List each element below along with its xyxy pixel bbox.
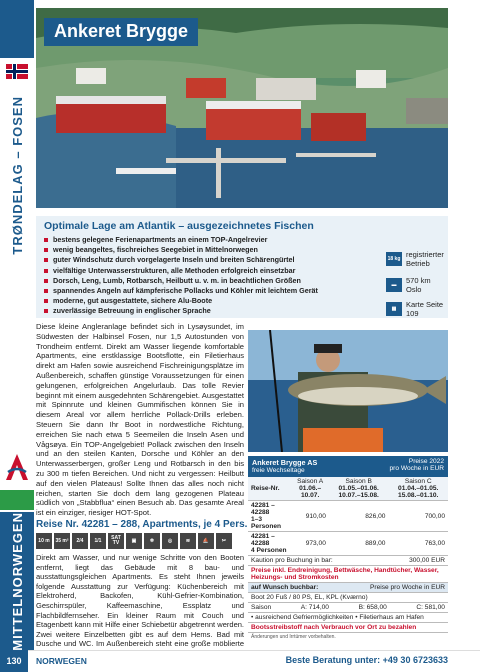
feature-item: spannendes Angeln auf kämpferische Pollacks und Köhler mit leichtem Gerät xyxy=(44,286,389,296)
feature-item: wenig beangeltes, fischreiches Seegebiet in Mittelnorwegen xyxy=(44,245,389,255)
deposit-row: Kaution pro Buchung in bar: 300,00 EUR xyxy=(248,556,448,566)
feature-item: moderne, gut ausgestattete, sichere Alu-Boote xyxy=(44,296,389,306)
extras-row: • ausreichend Gefriermöglichkeiten • Filetierhaus am Hafen xyxy=(248,613,448,623)
optional-header: auf Wunsch buchbar: Preise pro Woche in EUR xyxy=(248,583,448,593)
apartment-text: Direkt am Wasser, und nur wenige Schritte von den Booten entfernt, liegt das Gebäude mit 8 bau- und ausstattungsgleichen Apartments. Es steht Ihnen jeweils folgende Ausstattung zur Verfügung: Küchenbereich mit Elektroherd, Backofen, Kühl-Gefrier-Kombination, Geschirrspüler, Kaffeemaschine, Essplatz und Flachbildfernseher. Ein kleiner Raum mit Couch und Etagenbett kann mit Hilfe einer Schiebetür abgetrennt werden. Zwei weitere Einzelbetten gibt es auf dem Hems. Bad mit Dusche und WC. Im Außenbereich steht eine große möblierte xyxy=(36,553,244,649)
distance-info: ▬ 570 km Oslo xyxy=(386,276,448,294)
feature-item: Dorsch, Leng, Lumb, Rotbarsch, Heilbutt u. v. m. in beachtlichen Größen xyxy=(44,276,389,286)
boat-prices-row: Saison A: 714,00 B: 658,00 C: 581,00 xyxy=(248,603,448,613)
size-icon: 35 m² xyxy=(54,533,70,549)
scale-icon: 18 kg xyxy=(386,252,402,266)
price-header: Ankeret Brygge AS freie Wechseltage Preise 2022 pro Woche in EUR xyxy=(248,456,448,477)
features-list xyxy=(44,235,389,317)
inclusive-note: Preise inkl. Endreinigung, Bettwäsche, Handtücher, Wasser, Heizungs- und Stromkosten xyxy=(248,566,448,583)
page-title: Ankeret Brygge xyxy=(44,18,198,46)
features-title: Optimale Lage am Atlantik – ausgezeichnetes Fischen xyxy=(44,220,314,232)
bath-icon: 1/1 xyxy=(90,533,106,549)
wifi-icon: ≋ xyxy=(180,533,196,549)
sidebar-green-bar xyxy=(0,490,34,510)
feature-item: guter Windschutz durch vorgelagerte Inseln und breiten Schärengürtel xyxy=(44,255,389,265)
norway-flag-icon xyxy=(6,64,28,79)
table-row: 42281 – 42288 4 Personen 973,00 889,00 763,00 xyxy=(248,532,448,556)
registered-info: 18 kg registrierter Betrieb xyxy=(387,250,444,268)
fish-cleaning-icon: ✂ xyxy=(216,533,232,549)
feature-item: vielfältige Unterwasserstrukturen, alle Methoden erfolgreich einsetzbar xyxy=(44,266,389,276)
region-label-top: TRØNDELAG – FOSEN xyxy=(9,95,25,255)
distance-water-icon: 10 m xyxy=(36,533,52,549)
washer-icon: ◎ xyxy=(162,533,178,549)
car-icon: ▬ xyxy=(386,278,402,292)
sidebar xyxy=(0,0,34,650)
fuel-note: Bootsstreibstoff nach Verbrauch vor Ort zu bezahlen xyxy=(248,623,448,633)
sat-tv-icon: SAT TV xyxy=(108,533,124,549)
feature-item: bestens gelegene Ferienapartments an einem TOP-Angelrevier xyxy=(44,235,389,245)
freezer-icon: ❄ xyxy=(144,533,160,549)
dishwasher-icon: ▣ xyxy=(126,533,142,549)
description-text: Diese kleine Angleranlage befindet sich in Lysøysundet, im Südwesten der Halbinsel Fosen, nur 1,5 Autostunden von Trondheim entfernt. Direkt am Wasser liegende komfortable Apartments, eine erstklassige Bootsflotte, ein Filetierhaus direkt am Hafen sowie ausreichend Fischreinigungsplätze im Außenbereich, schaffen günstige Voraussetzungen für einen gelungenen, erfolgreichen Angelurlaub. Das tolle Revier beginnt mit einem ausgedehnten Schärengebiet. Ausgestattet mit Spinnrute und kleinen Gummifischen können Sie in diesem Areal vor allem herrliche Pollack-Drills erleben. Steuern Sie dann Ihr Boot in nordwestliche Richtung, erreichen Sie nach etwa 5 Seemeilen die Inseln Asen und Vågsøya. Ein TOP-Angelgebiet! Pollack zwischen den Inseln und an den steilen Kanten, Dorsche und Köhler an den Unterwasserbergen, großer Leng und Rotbarsch in den bis zu 300 m tiefen Bereichen. Und nicht zu vergessen: Heilbutt auf den vielen Plateaus! Sollte Ihnen das alles noch nicht reichen, starten Sie doch dem lang gezogenen Plateau südlich von „Stabbflua“ einen Besuch ab. Das gesamte Areal ist ein einziger, riesiger HOT-Spot. xyxy=(36,322,244,518)
footer-country: NORWEGEN xyxy=(36,656,87,666)
page-number: 130 xyxy=(0,650,28,672)
map-icon: ▦ xyxy=(386,302,402,316)
price-table xyxy=(248,456,448,641)
season-table: Reise-Nr. Saison A 01.06.–10.07. Saison B 01.05.–01.06. 10.07.–15.08. Saison C 01.04.–01.05. 15.08.–01.10. 42281 – 42288 1–3 Personen 910,00 826,00 700,00 42281 – 42288 4 Personen 973,00 889,00 763,00 xyxy=(248,477,448,556)
boat-row: Boot 20 Fuß / 80 PS, EL, KPL (Kværno) xyxy=(248,593,448,603)
feature-item: zuverlässige Betreuung in englischer Sprache xyxy=(44,306,389,316)
sidebar-top-bar xyxy=(0,0,34,58)
beds-icon: 2/4 xyxy=(72,533,88,549)
apartment-title: Reise Nr. 42281 – 288, Apartments, je 4 Pers. xyxy=(36,519,248,530)
footer-contact[interactable]: Beste Beratung unter: +49 30 6723633 xyxy=(285,655,448,665)
anchor-logo-icon xyxy=(4,452,30,482)
disclaimer: Änderungen und Irrtümer vorbehalten. xyxy=(251,634,336,640)
boat-icon: ⛵ xyxy=(198,533,214,549)
region-label-bottom: MITTELNORWEGEN xyxy=(0,512,34,650)
amenity-icons xyxy=(36,533,232,549)
angler-fish-photo xyxy=(248,330,448,452)
table-row: 42281 – 42288 1–3 Personen 910,00 826,00 700,00 xyxy=(248,501,448,532)
map-info[interactable]: ▦ Karte Seite 109 xyxy=(386,300,448,318)
